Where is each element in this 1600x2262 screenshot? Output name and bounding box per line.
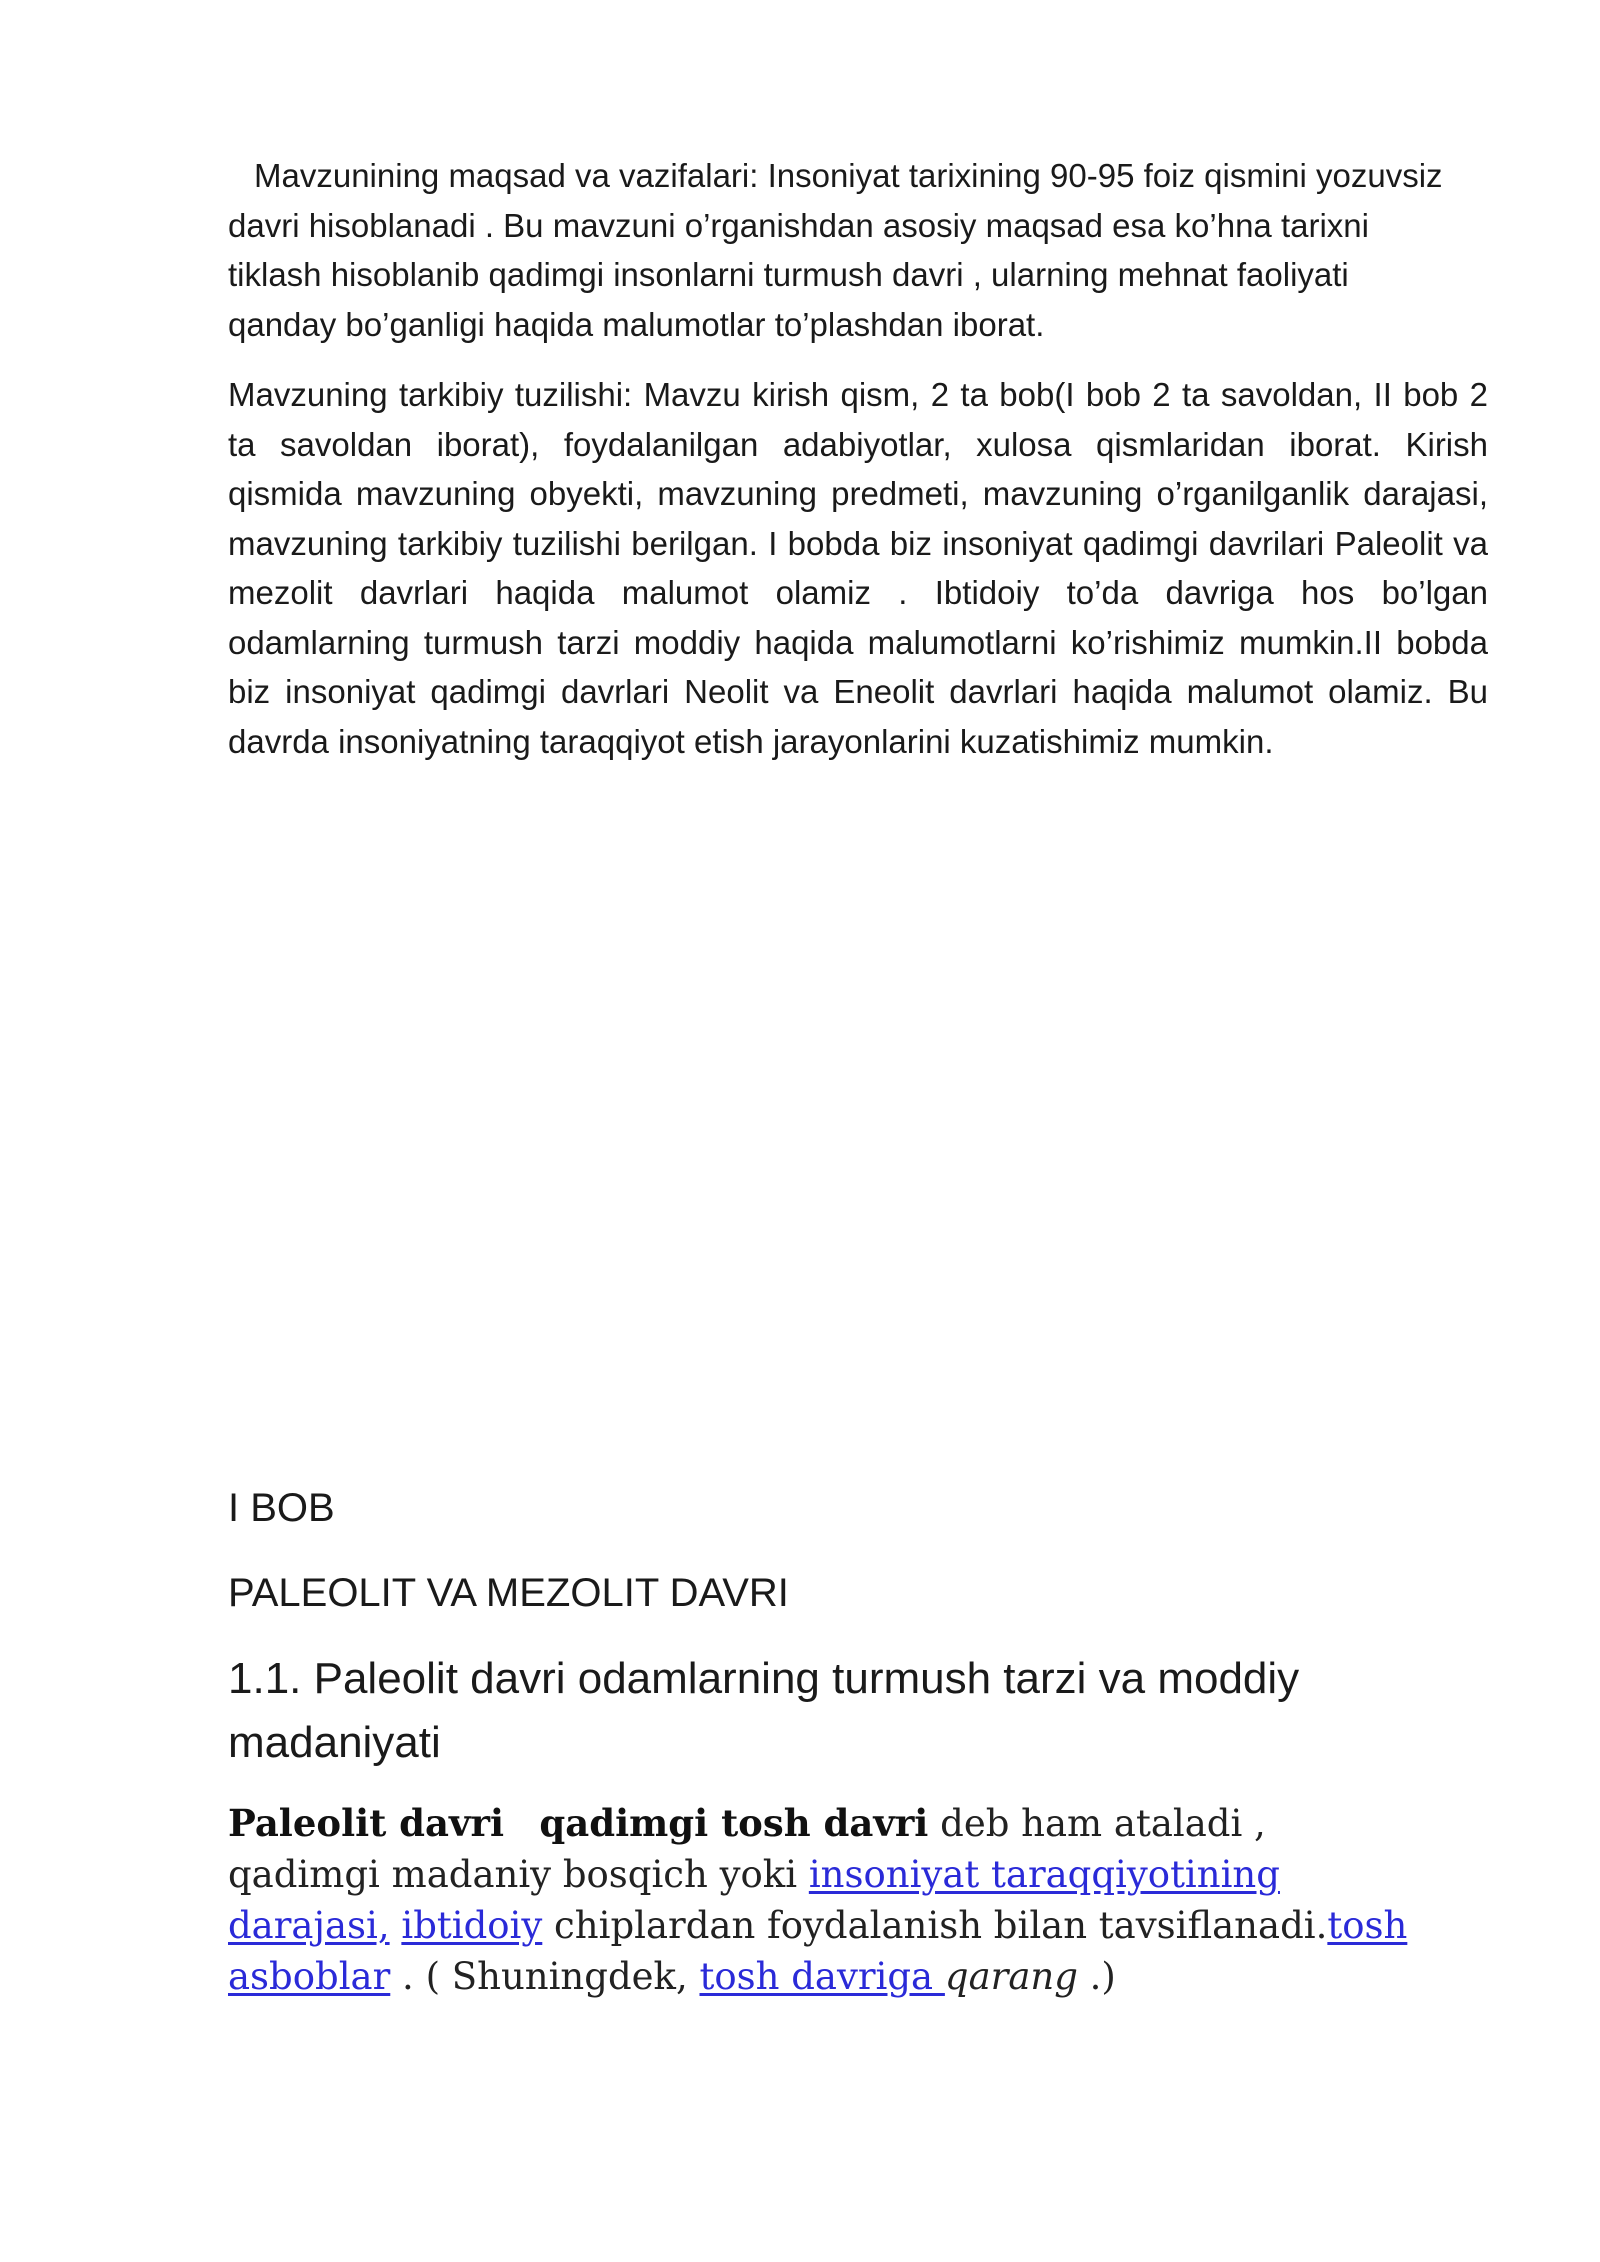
section-title: 1.1. Paleolit davri odamlarning turmush tarzi va moddiy madaniyati xyxy=(228,1654,1300,1767)
link-stone-tools[interactable]: tosh asboblar xyxy=(228,1904,1408,1998)
goals-text: Mavzunining maqsad va vazifalari: Insoniyat tarixining 90-95 foiz qismini yozuvsiz davri hisoblanadi . Bu mavzuni o’rganishdan asosiy maqsad esa ko’hna tarixni tiklash hisoblanib qadimgi insonlarni turmush davri , ularning mehnat faoliyati qanday bo’ganligi haqida malumotlar to’plashdan iborat. xyxy=(228,157,1443,343)
chapter-title: PALEOLIT VA MEZOLIT DAVRI xyxy=(228,1571,789,1615)
body-text-1: deb ham ataladi , qadimgi madaniy bosqich yoki xyxy=(228,1802,1266,1896)
goals-paragraph xyxy=(228,151,1458,349)
link-development-level[interactable]: insoniyat taraqqiyotining darajasi, xyxy=(228,1853,1280,1947)
italic-see: qarang xyxy=(944,1955,1078,1998)
chapter-number: I BOB xyxy=(228,1486,335,1530)
link-stone-age[interactable]: tosh davriga xyxy=(699,1955,945,1998)
body-text-3: chiplardan foydalanish bilan tavsiflanadi. xyxy=(542,1904,1328,1947)
body-text-2 xyxy=(390,1904,402,1947)
paleolit-paragraph xyxy=(228,1798,1428,2002)
link-primitive[interactable]: ibtidoiy xyxy=(401,1904,543,1947)
bold-alias: qadimgi tosh davri xyxy=(539,1801,929,1845)
bold-term: Paleolit davri xyxy=(228,1801,505,1845)
body-text-5: .) xyxy=(1077,1955,1116,1998)
body-text-4: . ( Shuningdek, xyxy=(390,1955,700,1998)
structure-paragraph: Mavzuning tarkibiy tuzilishi: Mavzu kirish qism, 2 ta bob(I bob 2 ta savoldan, II bob 2 ta savoldan iborat), foydalanilgan adabiyotlar, xulosa qismlaridan iborat. Kirish qismida mavzuning obyekti, mavzuning predmeti, mavzuning o’rganilganlik darajasi, mavzuning tarkibiy tuzilishi berilgan. I bobda biz insoniyat qadimgi davrilari Paleolit va mezolit davrlari haqida malumot olamiz . Ibtidoiy to’da davriga hos bo’lgan odamlarning turmush tarzi moddiy haqida malumotlarni ko’rishimiz mumkin.II bobda biz insoniyat qadimgi davrlari Neolit va Eneolit davrlari haqida malumot olamiz. Bu davrda insoniyatning taraqqiyot etish jarayonlarini kuzatishimiz mumkin. xyxy=(228,376,1488,760)
